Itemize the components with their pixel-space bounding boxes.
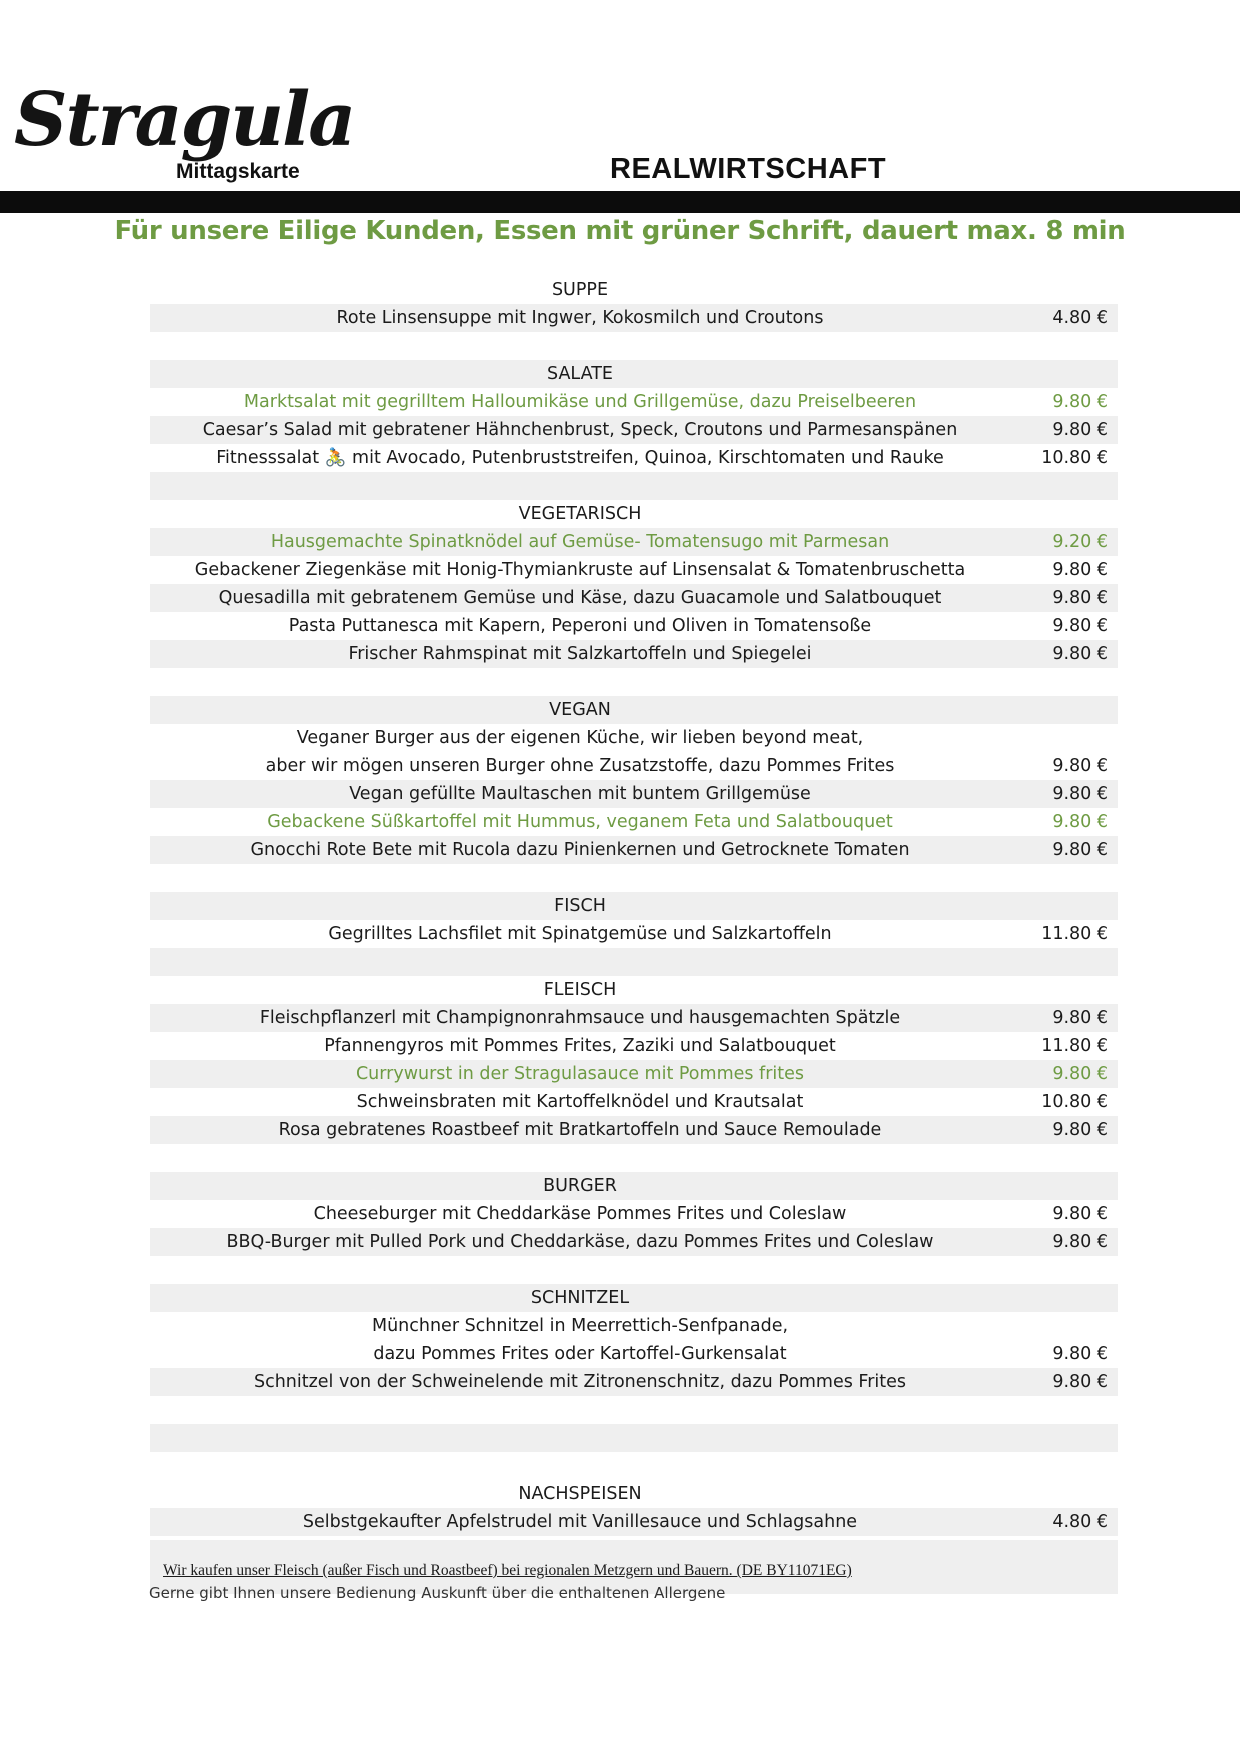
dish-price: 9.80 € <box>1052 840 1108 860</box>
section-heading <box>150 276 1118 304</box>
menu-item <box>150 920 1118 948</box>
header-divider-bar <box>0 191 1240 213</box>
menu-item <box>150 416 1118 444</box>
dish-name: Quesadilla mit gebratenem Gemüse und Käse, dazu Guacamole und Salatbouquet <box>218 588 942 608</box>
dish-price: 9.80 € <box>1052 1232 1108 1252</box>
dish-price: 10.80 € <box>1041 448 1108 468</box>
menu-item <box>150 1116 1118 1144</box>
dish-name: Fleischpflanzerl mit Champignonrahmsauce und hausgemachten Spätzle <box>259 1008 901 1028</box>
dish-name: aber wir mögen unseren Burger ohne Zusatzstoffe, dazu Pommes Frites <box>265 756 895 776</box>
row-spacer <box>150 668 1118 696</box>
menu-item <box>150 1088 1118 1116</box>
menu-item <box>150 724 1118 752</box>
section-heading <box>150 1480 1118 1508</box>
logo-wordmark: Stragula <box>14 77 355 163</box>
section-title: NACHSPEISEN <box>518 1484 642 1504</box>
section-title: BURGER <box>543 1176 617 1196</box>
section-heading <box>150 1172 1118 1200</box>
dish-name: Fitnesssalat 🚴 mit Avocado, Putenbruststreifen, Quinoa, Kirschtomaten und Rauke <box>216 448 944 468</box>
menu-type-label: Mittagskarte <box>176 160 300 183</box>
dish-name: Frischer Rahmspinat mit Salzkartoffeln und Spiegelei <box>348 644 812 664</box>
allergen-note: Gerne gibt Ihnen unsere Bedienung Auskunft über die enthaltenen Allergene <box>149 1584 726 1602</box>
menu-item <box>150 1508 1118 1536</box>
menu-item <box>150 1004 1118 1032</box>
menu-item <box>150 1060 1118 1088</box>
section-title: FISCH <box>554 896 606 916</box>
quick-service-notice: Für unsere Eilige Kunden, Essen mit grüner Schrift, dauert max. 8 min <box>114 216 1126 246</box>
section-title: SUPPE <box>551 280 609 300</box>
section-title: VEGETARISCH <box>518 504 642 524</box>
section-heading <box>150 696 1118 724</box>
dish-name: BBQ-Burger mit Pulled Pork und Cheddarkäse, dazu Pommes Frites und Coleslaw <box>226 1232 934 1252</box>
dish-name: Pasta Puttanesca mit Kapern, Peperoni und Oliven in Tomatensoße <box>288 616 872 636</box>
dish-name: Gebackener Ziegenkäse mit Honig-Thymiankruste auf Linsensalat & Tomatenbruschetta <box>194 560 966 580</box>
row-spacer <box>150 864 1118 892</box>
dish-price: 9.80 € <box>1052 1204 1108 1224</box>
dish-price: 9.80 € <box>1052 644 1108 664</box>
menu-item <box>150 1228 1118 1256</box>
restaurant-category-label: REALWIRTSCHAFT <box>610 153 887 185</box>
dish-price: 9.80 € <box>1052 784 1108 804</box>
row-spacer <box>150 1424 1118 1452</box>
row-spacer <box>150 1256 1118 1284</box>
dish-name: Gegrilltes Lachsfilet mit Spinatgemüse und Salzkartoffeln <box>328 924 832 944</box>
menu-item <box>150 304 1118 332</box>
section-heading <box>150 976 1118 1004</box>
dish-price: 9.80 € <box>1052 1008 1108 1028</box>
dish-price: 4.80 € <box>1052 1512 1108 1532</box>
dish-name: Gnocchi Rote Bete mit Rucola dazu Pinienkernen und Getrocknete Tomaten <box>250 840 910 860</box>
dish-name: Marktsalat mit gegrilltem Halloumikäse und Grillgemüse, dazu Preiselbeeren <box>243 392 917 412</box>
menu-item <box>150 1032 1118 1060</box>
menu-item <box>150 836 1118 864</box>
menu-item <box>150 444 1118 472</box>
menu-item <box>150 612 1118 640</box>
menu-item <box>150 584 1118 612</box>
row-spacer <box>150 1396 1118 1424</box>
dish-price: 10.80 € <box>1041 1092 1108 1112</box>
menu-item <box>150 556 1118 584</box>
dish-price: 9.80 € <box>1052 812 1108 832</box>
dish-name: Currywurst in der Stragulasauce mit Pommes frites <box>355 1064 805 1084</box>
brand-logo <box>14 77 534 163</box>
dish-price: 9.80 € <box>1052 420 1108 440</box>
dish-name: Pfannengyros mit Pommes Frites, Zaziki und Salatbouquet <box>324 1036 836 1056</box>
dish-name: Cheeseburger mit Cheddarkäse Pommes Frites und Coleslaw <box>313 1204 847 1224</box>
row-spacer <box>150 1452 1118 1480</box>
dish-name: Rote Linsensuppe mit Ingwer, Kokosmilch und Croutons <box>336 308 824 328</box>
dish-name: Münchner Schnitzel in Meerrettich-Senfpanade, <box>371 1316 789 1336</box>
section-heading <box>150 500 1118 528</box>
dish-name: Veganer Burger aus der eigenen Küche, wir lieben beyond meat, <box>296 728 864 748</box>
dish-name: Schweinsbraten mit Kartoffelknödel und Krautsalat <box>356 1092 804 1112</box>
menu-item <box>150 1340 1118 1368</box>
row-spacer <box>150 1144 1118 1172</box>
dish-price: 9.80 € <box>1052 1064 1108 1084</box>
section-title: VEGAN <box>549 700 611 720</box>
dish-name: Vegan gefüllte Maultaschen mit buntem Grillgemüse <box>349 784 811 804</box>
menu-item <box>150 752 1118 780</box>
menu-item <box>150 640 1118 668</box>
section-heading <box>150 1284 1118 1312</box>
menu-list <box>150 276 1118 1536</box>
menu-item <box>150 388 1118 416</box>
menu-item <box>150 780 1118 808</box>
dish-name: Schnitzel von der Schweinelende mit Zitronenschnitz, dazu Pommes Frites <box>253 1372 907 1392</box>
dish-name: Selbstgekaufter Apfelstrudel mit Vanillesauce und Schlagsahne <box>302 1512 858 1532</box>
row-spacer <box>150 332 1118 360</box>
sourcing-note: Wir kaufen unser Fleisch (außer Fisch und Roastbeef) bei regionalen Metzgern und Bauern. (DE BY11071EG) <box>163 1562 852 1579</box>
menu-item <box>150 528 1118 556</box>
dish-price: 4.80 € <box>1052 308 1108 328</box>
dish-price: 11.80 € <box>1041 924 1108 944</box>
dish-name: dazu Pommes Frites oder Kartoffel-Gurkensalat <box>373 1344 787 1364</box>
dish-name: Gebackene Süßkartoffel mit Hummus, veganem Feta und Salatbouquet <box>267 812 893 832</box>
dish-name: Hausgemachte Spinatknödel auf Gemüse- Tomatensugo mit Parmesan <box>270 532 890 552</box>
menu-item <box>150 808 1118 836</box>
row-spacer <box>150 472 1118 500</box>
dish-price: 9.80 € <box>1052 1120 1108 1140</box>
section-heading <box>150 360 1118 388</box>
section-title: FLEISCH <box>543 980 617 1000</box>
dish-price: 9.80 € <box>1052 560 1108 580</box>
dish-name: Rosa gebratenes Roastbeef mit Bratkartoffeln und Sauce Remoulade <box>278 1120 882 1140</box>
row-spacer <box>150 948 1118 976</box>
dish-price: 9.80 € <box>1052 616 1108 636</box>
menu-item <box>150 1368 1118 1396</box>
dish-price: 9.80 € <box>1052 1372 1108 1392</box>
dish-price: 9.20 € <box>1052 532 1108 552</box>
menu-item <box>150 1200 1118 1228</box>
dish-price: 9.80 € <box>1052 756 1108 776</box>
dish-name: Caesar’s Salad mit gebratener Hähnchenbrust, Speck, Croutons und Parmesanspänen <box>202 420 958 440</box>
section-title: SCHNITZEL <box>530 1288 630 1308</box>
section-heading <box>150 892 1118 920</box>
dish-price: 9.80 € <box>1052 392 1108 412</box>
dish-price: 9.80 € <box>1052 588 1108 608</box>
section-title: SALATE <box>547 364 613 384</box>
dish-price: 9.80 € <box>1052 1344 1108 1364</box>
menu-item <box>150 1312 1118 1340</box>
dish-price: 11.80 € <box>1041 1036 1108 1056</box>
